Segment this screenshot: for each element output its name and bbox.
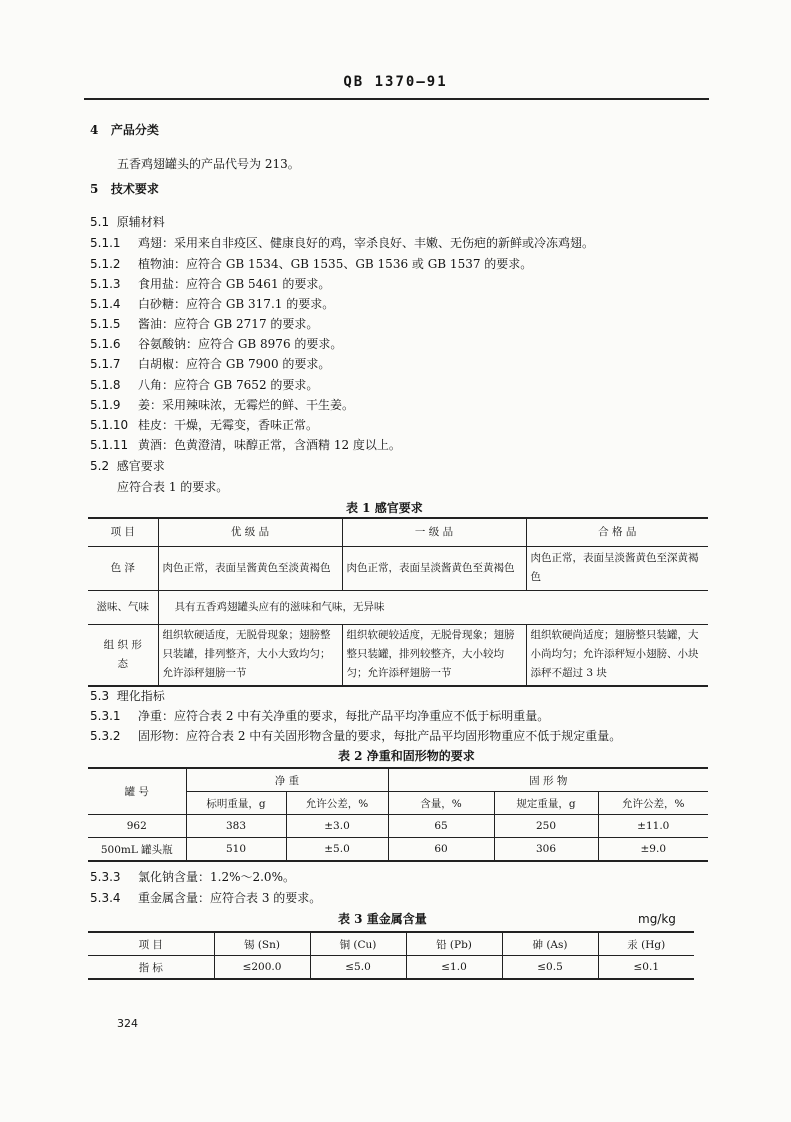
section-4-heading — [90, 121, 159, 138]
clause-number: 5.3.3 — [90, 870, 121, 884]
clause-5-3-4 — [90, 889, 321, 906]
table-header-cell: 净 重 — [186, 768, 388, 792]
clause-5-1-4 — [90, 295, 334, 312]
table-cell-merged: 具有五香鸡翅罐头应有的滋味和气味，无异味 — [158, 590, 708, 624]
clause-number: 5.1.2 — [90, 257, 121, 271]
clause-text: 固形物：应符合表 2 中有关固形物含量的要求，每批产品平均固形物重应不低于规定重量。 — [138, 729, 622, 743]
table-row — [88, 956, 694, 980]
table-cell: 60 — [388, 838, 494, 862]
clause-number: 5.1.7 — [90, 357, 121, 371]
section-5-2-title: 感官要求 — [116, 459, 165, 473]
section-5-2-heading — [90, 457, 165, 474]
clause-5-1-9 — [90, 396, 354, 413]
clause-text: 重金属含量：应符合表 3 的要求。 — [138, 891, 322, 905]
clause-text: 植物油：应符合 GB 1534、GB 1535、GB 1536 或 GB 1537 的要求。 — [138, 257, 533, 271]
table-cell: 510 — [186, 838, 286, 862]
table-row — [88, 546, 708, 590]
page-number: 324 — [117, 1017, 138, 1030]
clause-5-1-8 — [90, 376, 318, 393]
section-5-number: 5 — [90, 182, 99, 196]
clause-5-1-1 — [90, 234, 594, 251]
clause-number: 5.1.10 — [90, 418, 129, 432]
table-3-heavy-metals — [88, 931, 694, 980]
header-rule — [84, 98, 709, 100]
table-header-cell: 罐 号 — [88, 768, 186, 815]
table-header-cell: 含量，% — [388, 792, 494, 815]
clause-5-1-3 — [90, 275, 330, 292]
table-header-cell: 汞 (Hg) — [598, 932, 694, 956]
section-5-3-heading — [90, 687, 165, 704]
clause-number: 5.3.2 — [90, 729, 121, 743]
table-cell: ±11.0 — [598, 815, 708, 838]
clause-5-3-3 — [90, 868, 295, 885]
table-cell: ≤0.5 — [502, 956, 598, 980]
table-header-cell: 优 级 品 — [158, 518, 342, 546]
table-header-cell: 铜 (Cu) — [310, 932, 406, 956]
clause-5-1-2 — [90, 255, 532, 272]
clause-text: 净重：应符合表 2 中有关净重的要求，每批产品平均净重应不低于标明重量。 — [138, 709, 550, 723]
section-5-2-text: 应符合表 1 的要求。 — [117, 480, 229, 494]
table-cell: 肉色正常，表面呈淡酱黄色至黄褐色 — [342, 546, 526, 590]
table-cell: 65 — [388, 815, 494, 838]
table-1-sensory — [88, 517, 708, 687]
table-2-weights — [88, 767, 708, 862]
section-4-text: 五香鸡翅罐头的产品代号为 213。 — [117, 157, 300, 171]
table-row — [88, 768, 708, 792]
table-cell: ≤0.1 — [598, 956, 694, 980]
table-cell: ≤1.0 — [406, 956, 502, 980]
clause-number: 5.1.1 — [90, 236, 121, 250]
table-cell: 滋味、气味 — [88, 590, 158, 624]
table-row — [88, 838, 708, 862]
table-cell: 色 泽 — [88, 546, 158, 590]
table-cell: ±5.0 — [286, 838, 388, 862]
clause-5-1-11 — [90, 436, 401, 453]
table-cell: ±3.0 — [286, 815, 388, 838]
clause-number: 5.1.11 — [90, 438, 129, 452]
section-5-3-title: 理化指标 — [116, 689, 165, 703]
section-5-heading — [90, 180, 159, 197]
table-row — [88, 518, 708, 546]
table-header-cell: 锡 (Sn) — [214, 932, 310, 956]
clause-5-1-7 — [90, 355, 330, 372]
table-cell: 250 — [494, 815, 598, 838]
clause-text: 白砂糖：应符合 GB 317.1 的要求。 — [138, 297, 335, 311]
section-4-title: 产品分类 — [110, 123, 159, 137]
section-4-number: 4 — [90, 123, 99, 137]
table-3-unit: mg/kg — [638, 912, 676, 926]
table-cell: 500mL 罐头瓶 — [88, 838, 186, 862]
clause-number: 5.1.9 — [90, 398, 121, 412]
table-2-caption: 表 2 净重和固形物的要求 — [338, 749, 475, 763]
table-row — [88, 815, 708, 838]
table-cell: 组织软硬尚适度；翅膀整只装罐，大小尚均匀；允许添秤短小翅膀、小块添秤不超过 3 块 — [526, 624, 708, 686]
table-cell: 组 织 形 态 — [88, 624, 158, 686]
clause-text: 食用盐：应符合 GB 5461 的要求。 — [138, 277, 331, 291]
clause-number: 5.1.5 — [90, 317, 121, 331]
table-row — [88, 624, 708, 686]
section-5-1-number: 5.1 — [90, 215, 110, 229]
table-cell: ≤5.0 — [310, 956, 406, 980]
table-header-cell: 项 目 — [88, 518, 158, 546]
clause-number: 5.3.1 — [90, 709, 121, 723]
table-cell: 组织软硬较适度，无脱骨现象；翅膀整只装罐，排列较整齐，大小较均匀；允许添秤翅膀一节 — [342, 624, 526, 686]
clause-number: 5.1.6 — [90, 337, 121, 351]
clause-5-3-2 — [90, 727, 621, 744]
clause-number: 5.3.4 — [90, 891, 121, 905]
table-cell: ±9.0 — [598, 838, 708, 862]
table-header-cell: 项 目 — [88, 932, 214, 956]
clause-number: 5.1.3 — [90, 277, 121, 291]
table-1-caption: 表 1 感官要求 — [346, 501, 423, 515]
table-cell: 肉色正常，表面呈酱黄色至淡黄褐色 — [158, 546, 342, 590]
clause-text: 姜：采用辣味浓，无霉烂的鲜、干生姜。 — [138, 398, 355, 412]
table-row — [88, 932, 694, 956]
clause-text: 八角：应符合 GB 7652 的要求。 — [138, 378, 319, 392]
table-header-cell: 允许公差，% — [286, 792, 388, 815]
clause-text: 鸡翅：采用来自非疫区、健康良好的鸡，宰杀良好、丰嫩、无伤疤的新鲜或冷冻鸡翅。 — [138, 236, 595, 250]
table-3-caption: 表 3 重金属含量 — [338, 912, 427, 926]
clause-number: 5.1.4 — [90, 297, 121, 311]
clause-number: 5.1.8 — [90, 378, 121, 392]
table-cell: 组织软硬适度，无脱骨现象；翅膀整只装罐，排列整齐，大小大致均匀；允许添秤翅膀一节 — [158, 624, 342, 686]
table-header-cell: 规定重量，g — [494, 792, 598, 815]
table-cell: 962 — [88, 815, 186, 838]
clause-text: 谷氨酸钠：应符合 GB 8976 的要求。 — [138, 337, 343, 351]
table-header-cell: 允许公差，% — [598, 792, 708, 815]
table-header-cell: 铅 (Pb) — [406, 932, 502, 956]
clause-5-1-5 — [90, 315, 318, 332]
table-header-cell: 固 形 物 — [388, 768, 708, 792]
clause-5-1-10 — [90, 416, 318, 433]
section-5-2-number: 5.2 — [90, 459, 110, 473]
clause-5-1-6 — [90, 335, 342, 352]
clause-text: 氯化钠含量：1.2%～2.0%。 — [138, 870, 295, 884]
table-cell: 肉色正常，表面呈淡酱黄色至深黄褐色 — [526, 546, 708, 590]
table-cell: 指 标 — [88, 956, 214, 980]
clause-text: 白胡椒：应符合 GB 7900 的要求。 — [138, 357, 331, 371]
clause-text: 桂皮：干燥，无霉变，香味正常。 — [138, 418, 319, 432]
table-cell: 383 — [186, 815, 286, 838]
table-header-cell: 合 格 品 — [526, 518, 708, 546]
section-5-title: 技术要求 — [110, 182, 159, 196]
section-5-1-heading — [90, 213, 165, 230]
table-row — [88, 590, 708, 624]
section-5-3-number: 5.3 — [90, 689, 110, 703]
table-cell: ≤200.0 — [214, 956, 310, 980]
standard-code: QB 1370—91 — [343, 74, 448, 90]
section-5-1-title: 原辅材料 — [116, 215, 165, 229]
clause-text: 黄酒：色黄澄清，味醇正常，含酒精 12 度以上。 — [138, 438, 401, 452]
table-header-cell: 一 级 品 — [342, 518, 526, 546]
table-header-cell: 标明重量，g — [186, 792, 286, 815]
table-cell: 306 — [494, 838, 598, 862]
table-header-cell: 砷 (As) — [502, 932, 598, 956]
clause-5-3-1 — [90, 707, 549, 724]
clause-text: 酱油：应符合 GB 2717 的要求。 — [138, 317, 319, 331]
